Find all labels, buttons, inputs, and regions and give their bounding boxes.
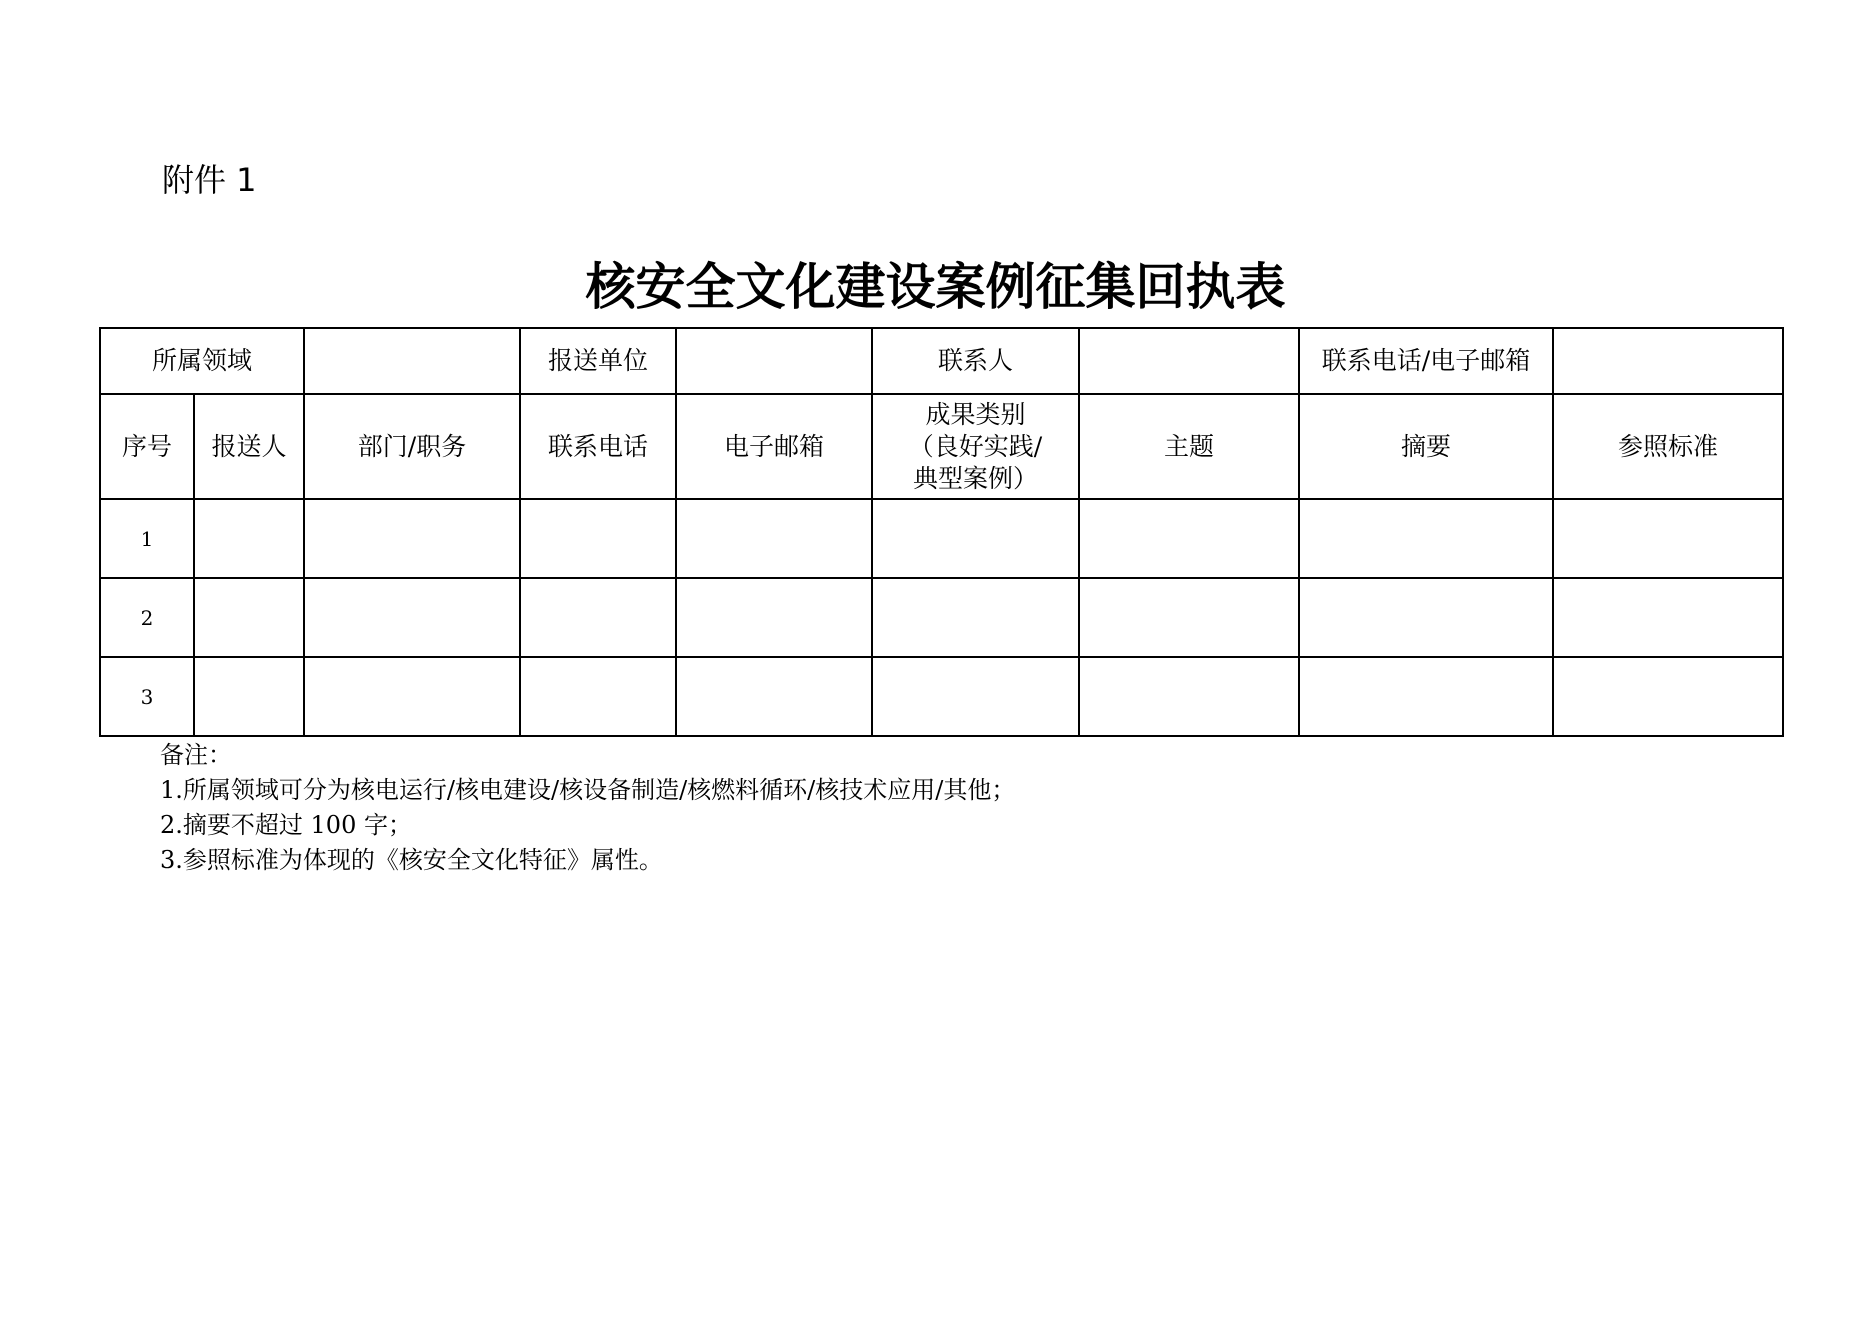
table-cell[interactable] [872, 657, 1079, 736]
notes-heading: 备注： [160, 741, 232, 769]
header-email: 电子邮箱 [676, 394, 872, 499]
table-cell[interactable] [304, 578, 520, 657]
header-dept-position: 部门/职务 [304, 394, 520, 499]
table-cell[interactable] [304, 657, 520, 736]
table-cell[interactable] [194, 657, 304, 736]
attachment-label: 附件 1 [162, 161, 257, 199]
table-cell[interactable] [304, 499, 520, 578]
table-cell[interactable] [1079, 499, 1299, 578]
header-abstract: 摘要 [1299, 394, 1553, 499]
row-number: 3 [100, 657, 194, 736]
column-header-row [100, 394, 1783, 499]
field-input-cell[interactable] [304, 328, 520, 394]
contact-input-cell[interactable] [1079, 328, 1299, 394]
table-cell[interactable] [1299, 499, 1553, 578]
table-row [100, 657, 1783, 736]
table-cell[interactable] [872, 499, 1079, 578]
table-cell[interactable] [676, 499, 872, 578]
phone-email-input-cell[interactable] [1553, 328, 1783, 394]
table-cell[interactable] [1553, 499, 1783, 578]
unit-input-cell[interactable] [676, 328, 872, 394]
header-category [872, 394, 1079, 499]
table-cell[interactable] [520, 499, 676, 578]
table-cell[interactable] [872, 578, 1079, 657]
header-seq: 序号 [100, 394, 194, 499]
table-cell[interactable] [1299, 657, 1553, 736]
table-cell[interactable] [1079, 578, 1299, 657]
header-category-line: （良好实践/ [908, 431, 1043, 461]
phone-email-label: 联系电话/电子邮箱 [1299, 328, 1553, 394]
header-subject: 主题 [1079, 394, 1299, 499]
contact-label: 联系人 [872, 328, 1079, 394]
field-label: 所属领域 [100, 328, 304, 394]
info-row [100, 328, 1783, 394]
table-cell[interactable] [1553, 657, 1783, 736]
note-item: 2.摘要不超过 100 字； [160, 811, 412, 839]
table-cell[interactable] [1299, 578, 1553, 657]
table-cell[interactable] [1553, 578, 1783, 657]
row-number: 1 [100, 499, 194, 578]
table-cell[interactable] [194, 499, 304, 578]
unit-label: 报送单位 [520, 328, 676, 394]
header-submitter: 报送人 [194, 394, 304, 499]
header-phone: 联系电话 [520, 394, 676, 499]
note-item: 1.所属领域可分为核电运行/核电建设/核设备制造/核燃料循环/核技术应用/其他； [160, 776, 1016, 804]
header-category-line: 典型案例） [913, 463, 1039, 493]
table-cell[interactable] [520, 657, 676, 736]
notes-section [160, 738, 1015, 878]
table-cell[interactable] [194, 578, 304, 657]
table-row [100, 499, 1783, 578]
table-cell[interactable] [520, 578, 676, 657]
table-cell[interactable] [676, 578, 872, 657]
table-row [100, 578, 1783, 657]
header-category-line: 成果类别 [925, 399, 1026, 429]
note-item: 3.参照标准为体现的《核安全文化特征》属性。 [160, 846, 663, 874]
header-reference: 参照标准 [1553, 394, 1783, 499]
row-number: 2 [100, 578, 194, 657]
table-cell[interactable] [676, 657, 872, 736]
document-title: 核安全文化建设案例征集回执表 [585, 257, 1286, 316]
submission-form-table [99, 327, 1784, 737]
table-cell[interactable] [1079, 657, 1299, 736]
